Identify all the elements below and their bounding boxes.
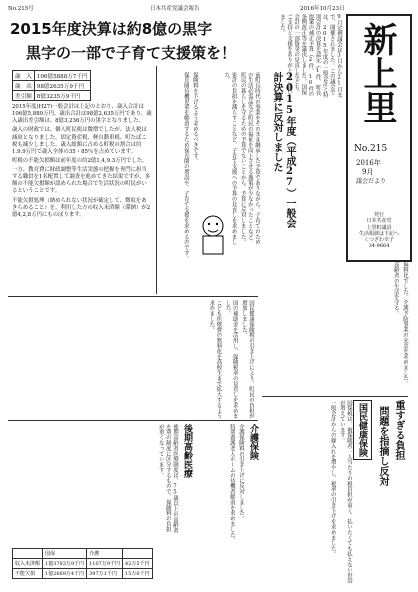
paragraph: 不能欠損処理（納められない状況が確定して、徴収をあきらめること）を、利用した方の収入未済額（滞納）が2億4,2,8万円にものぼります。	[12, 197, 151, 218]
row-value: 8億3235万9千円	[34, 91, 90, 101]
table-row	[13, 549, 153, 559]
section-long-term-care-insurance	[200, 424, 262, 556]
table-cell: 1億2669万4千円	[43, 569, 87, 579]
masthead-year: 2016年	[356, 159, 381, 167]
article-settlement-summary	[12, 104, 152, 294]
issue-number: No.215号	[8, 6, 34, 12]
row-label: 差引額	[13, 91, 35, 101]
divider	[8, 296, 258, 297]
section-late-elderly-medical	[120, 424, 196, 536]
paragraph: 9月定例議会は3日から21日まで、開催されました。この議会では、2015年度の一般会計と特別会計の決算を認定（1件、町長提案の補正予算（2件、10件の条例改正等を議決しました。国保会計の一部資金の見直しなども、ご支持と支援をありがとうございました。	[279, 14, 342, 98]
masthead-publisher-info	[354, 212, 404, 250]
table-row	[13, 81, 91, 91]
table-cell: 397万1千円	[87, 569, 123, 579]
publisher-line: くつざわ幸子	[363, 237, 394, 243]
insurance-arrears-table	[12, 548, 153, 579]
paragraph: 特別養護老人ホームの待機者解消を求めました。	[228, 424, 235, 543]
article-center-bottom	[14, 300, 254, 420]
table-row	[13, 569, 153, 579]
masthead-month: 9月	[362, 168, 374, 176]
paragraph: 町税の不能欠損額は前年度の約2億1,4,9.3万円でした。	[12, 157, 148, 164]
table-cell: 42万5千円	[123, 559, 153, 569]
issue-date: 2016年10月23日	[300, 6, 345, 12]
table-header: 国保	[43, 549, 87, 559]
paragraph: 無料化でした。介護予防事業の充実を求めました。	[402, 262, 408, 387]
kokuho-subtitle-2: 問題を指摘し反対	[377, 406, 388, 486]
row-value: 98億2635万9千円	[34, 81, 90, 91]
kokuho-body	[266, 400, 352, 584]
headline-sub: 黒字の一部で子育て支援策を！	[26, 44, 237, 62]
publisher-line: 上里町議員	[366, 224, 392, 231]
publisher-line: 発行	[373, 212, 384, 218]
publisher-line: 34-9664	[368, 243, 390, 250]
table-cell: 不能欠損	[13, 569, 43, 579]
cartoon-illustration	[192, 212, 234, 256]
kouki-body	[120, 424, 178, 536]
table-header: 介護	[87, 549, 123, 559]
kaigo-body	[200, 424, 244, 556]
paragraph: 保育園待機児童を解消するため保育園の増設や、子育て支援を求めるのです。	[182, 72, 189, 261]
table-header	[13, 549, 43, 559]
table-header	[123, 549, 153, 559]
masthead-subtitle: 議会だより	[356, 178, 387, 185]
headline-main: 2015年度決算は約8億の黒字	[10, 20, 213, 38]
paragraph: 介護保険料の引き上げに反対しました。	[238, 424, 244, 522]
table-cell: 1億3783万9千円	[43, 559, 87, 569]
kokuho-title: 国民健康保険	[353, 400, 372, 460]
table-cell: 15万6千円	[123, 569, 153, 579]
paragraph: 2015年度(H27)一般会計は上記のとおり、歳入合計は106億5,889万円、歳出合計は98億2,635万円であり、歳入歳出差引額は、8億3,236万円の黒字となりました。	[12, 104, 152, 125]
publisher-line: 生活相談は下記へ	[358, 230, 399, 237]
divider	[156, 66, 157, 294]
paragraph: 一般会計からの繰入れを増やし、税率の引き下げを求めました。	[329, 400, 336, 557]
divider	[262, 396, 408, 397]
paragraph: 後期高齢者医療制度は、75歳以上の高齢者を別の制度に区分するもので、保険料の負担が重くなっています。	[157, 424, 178, 534]
finance-summary-table	[12, 70, 91, 101]
kouki-title: 後期高齢医療	[182, 424, 192, 478]
section-national-health-insurance	[266, 400, 408, 584]
row-label: 歳 出	[13, 81, 35, 91]
masthead-title: 新上里	[357, 22, 397, 124]
paragraph: 国の補助金を活用し、保険税率の見直しを求めました。	[224, 300, 238, 419]
paragraph: 前町長時代の事業をそのまま継承した予算でありながら、子育てのための生活必需品など町民の福祉を向上させる施策が少なかったことなど、町民の暮らしを守るための予算でないことから、予算に反対しました。	[239, 72, 260, 245]
row-label: 歳 入	[13, 71, 35, 81]
paragraph: 保険料を下げるよう求めるべきです。	[192, 72, 198, 164]
paragraph: 高齢者の生活を守る。	[392, 262, 399, 316]
kaigo-title: 介護保険	[248, 424, 258, 460]
article-session-overview	[279, 14, 342, 100]
paragraph: 家計の負担を減らすことなど、子育て支援への予算の見直しを求めました。	[223, 72, 237, 245]
table-cell: 1107万9千円	[87, 559, 123, 569]
masthead-issue-number: No.215	[354, 144, 388, 154]
paragraph: 一方、教育費に財政調整等生活実態の把握を専門に担当する職員を1名配置して調査を進めてきた結果ですが、多額の不能欠損額が認められた場合で生活状況の町民がいるということです。	[12, 167, 151, 195]
article-right-middle	[262, 262, 408, 392]
row-value: 106億5888万7千円	[34, 71, 90, 81]
opinion-title: 2015年度（平成27）一般会計決算に反対しました	[271, 72, 295, 228]
divider	[8, 420, 258, 421]
kokuho-subtitle-1: 重すぎる負担	[393, 400, 404, 460]
paragraph: こども医療費の無料化を高校生まで拡大するよう求めました。	[208, 300, 222, 419]
publisher-line: 日本共産党	[366, 218, 392, 225]
table-row	[13, 91, 91, 101]
publisher-name: 日本共産党議会報告	[150, 6, 200, 12]
table-row	[13, 559, 153, 569]
table-row	[13, 71, 91, 81]
paragraph: 国保税は、被保険者一人当たりの税負担が重く、払いたくても払えない世帯が増えています。	[338, 400, 352, 584]
masthead	[346, 14, 412, 262]
table-cell: 収入未済額	[13, 559, 43, 569]
paragraph: 歳入の財政では、個人町民税は微増でしたが、法人税は減収となりました。固定資産税、軽自動車税、町たばこ税も減少しました。歳入総額に占める町税の割合は約1.9.9万円で歳入全体の35・85％を占めています。	[12, 127, 147, 155]
paragraph: 国民健康保険税の引き上げにより、町民の負担が増加しました。	[240, 300, 254, 419]
